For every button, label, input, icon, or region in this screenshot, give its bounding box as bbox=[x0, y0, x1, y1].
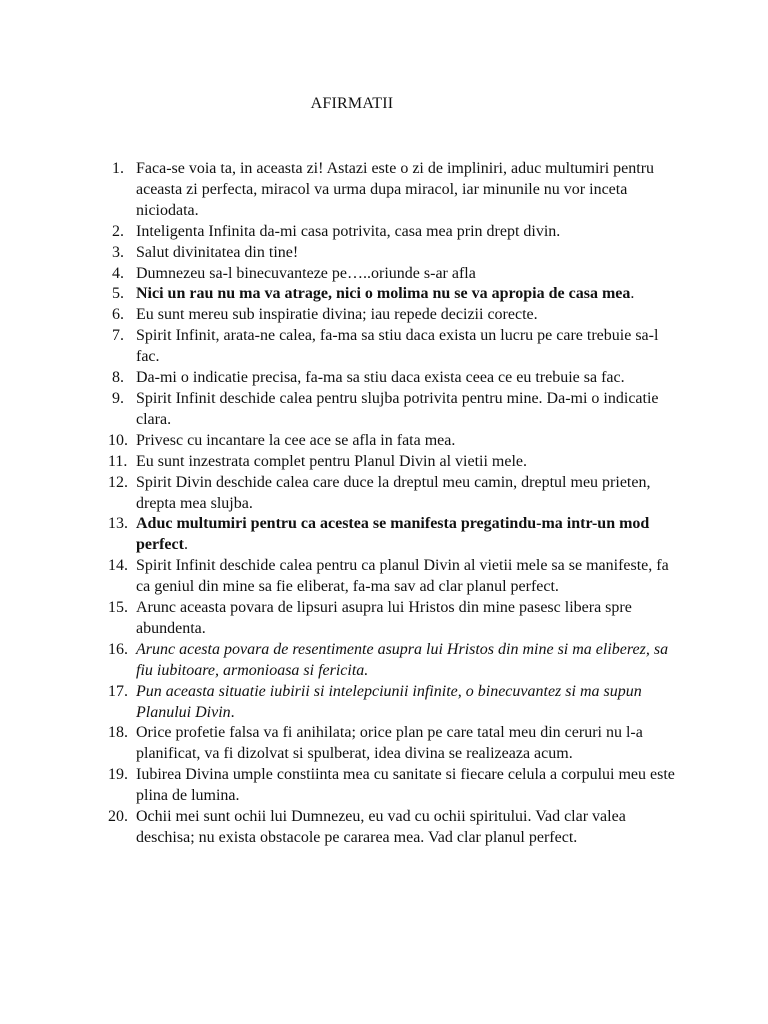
affirmation-text: Spirit Divin deschide calea care duce la dreptul meu camin, dreptul meu prieten, drepta mea slujba. bbox=[136, 473, 651, 512]
affirmation-item bbox=[108, 514, 680, 556]
affirmation-number: 10. bbox=[108, 431, 128, 449]
affirmation-text: Arunc aceasta povara de lipsuri asupra lui Hristos din mine pasesc libera spre abundenta. bbox=[136, 599, 632, 637]
affirmation-number: 11. bbox=[108, 452, 128, 470]
affirmation-text-end: . bbox=[183, 536, 188, 554]
affirmation-text: Ochii mei sunt ochii lui Dumnezeu, eu vad cu ochii spiritului. Vad clar valea deschisa; nu exista obstacole pe cararea mea. Vad clar planul perfect. bbox=[136, 808, 626, 846]
affirmation-text: Dumnezeu sa-l binecuvanteze pe…..oriunde s-ar afla bbox=[136, 264, 476, 282]
affirmation-number: 5. bbox=[112, 285, 124, 303]
affirmation-text: Da-mi o indicatie precisa, fa-ma sa stiu daca exista ceea ce eu trebuie sa fac. bbox=[136, 369, 625, 387]
affirmation-item bbox=[108, 682, 680, 724]
affirmation-text: Iubirea Divina umple constiinta mea cu sanitate si fiecare celula a corpului meu este plina de lumina. bbox=[136, 766, 675, 805]
affirmation-item bbox=[108, 243, 680, 264]
affirmation-item bbox=[108, 598, 680, 640]
affirmation-number: 9. bbox=[112, 389, 124, 407]
affirmation-number: 7. bbox=[112, 327, 124, 345]
affirmation-number: 8. bbox=[112, 369, 124, 387]
affirmation-text: Privesc cu incantare la cee ace se afla in fata mea. bbox=[136, 431, 456, 449]
affirmation-number: 6. bbox=[112, 306, 124, 324]
affirmation-item bbox=[108, 556, 680, 598]
document-title bbox=[0, 94, 768, 114]
affirmation-number: 13. bbox=[108, 515, 128, 533]
affirmation-text: Spirit Infinit deschide calea pentru ca planul Divin al vietii mele sa se manifeste, fa ca geniul din mine sa fie eliberat, fa-ma sav ad clar planul perfect. bbox=[136, 557, 669, 596]
affirmation-text: Inteligenta Infinita da-mi casa potrivita, casa mea prin drept divin. bbox=[136, 222, 561, 240]
affirmation-text: Nici un rau nu ma va atrage, nici o molima nu se va apropia de casa mea bbox=[136, 285, 631, 303]
affirmation-number: 18. bbox=[108, 724, 128, 742]
affirmation-number: 19. bbox=[108, 766, 128, 784]
affirmation-text-end: . bbox=[230, 703, 235, 721]
affirmation-number: 2. bbox=[112, 222, 124, 240]
affirmation-item bbox=[108, 765, 680, 807]
affirmation-text: Arunc acesta povara de resentimente asupra lui Hristos din mine si ma eliberez, sa fiu iubitoare, armonioasa si fericita. bbox=[136, 640, 669, 679]
affirmation-number: 3. bbox=[112, 243, 124, 261]
affirmation-item bbox=[108, 473, 680, 515]
affirmation-item bbox=[108, 368, 680, 389]
affirmation-text: Pun aceasta situatie iubirii si intelepciunii infinite, o binecuvantez si ma supun Planului Divin bbox=[136, 682, 642, 721]
affirmation-text: Eu sunt mereu sub inspiratie divina; iau repede decizii corecte. bbox=[136, 306, 538, 324]
affirmation-item bbox=[108, 264, 680, 285]
affirmation-number: 20. bbox=[108, 808, 128, 826]
affirmation-number: 12. bbox=[108, 473, 128, 491]
affirmation-item bbox=[108, 807, 680, 849]
affirmation-text: Aduc multumiri pentru ca acestea se manifesta pregatindu-ma intr-un mod perfect bbox=[136, 515, 650, 554]
document-title-text: AFIRMATII bbox=[310, 95, 394, 112]
affirmation-item bbox=[108, 640, 680, 682]
affirmation-number: 1. bbox=[112, 160, 124, 177]
affirmation-list bbox=[108, 159, 680, 849]
affirmation-item bbox=[108, 452, 680, 473]
affirmation-item bbox=[108, 431, 680, 452]
affirmation-text: Faca-se voia ta, in aceasta zi! Astazi este o zi de impliniri, aduc multumiri pentru aceasta zi perfecta, miracol va urma dupa miracol, iar minunile nu vor inceta niciodata. bbox=[136, 160, 655, 219]
affirmation-text-end: . bbox=[630, 285, 635, 303]
affirmation-number: 16. bbox=[108, 640, 128, 658]
affirmation-item bbox=[108, 284, 680, 305]
affirmation-text: Spirit Infinit deschide calea pentru slujba potrivita pentru mine. Da-mi o indicatie clara. bbox=[136, 389, 659, 428]
affirmation-text: Eu sunt inzestrata complet pentru Planul Divin al vietii mele. bbox=[136, 452, 528, 470]
affirmation-number: 4. bbox=[112, 264, 124, 282]
affirmation-item bbox=[108, 326, 680, 368]
affirmation-item bbox=[108, 159, 680, 222]
affirmation-number: 17. bbox=[108, 682, 128, 700]
affirmation-text: Orice profetie falsa va fi anihilata; orice plan pe care tatal meu din ceruri nu l-a planificat, va fi dizolvat si spulberat, idea divina se realizeaza acum. bbox=[136, 724, 643, 763]
affirmation-text: Salut divinitatea din tine! bbox=[136, 243, 299, 261]
affirmation-item bbox=[108, 723, 680, 765]
affirmation-number: 15. bbox=[108, 599, 128, 617]
affirmation-item bbox=[108, 389, 680, 431]
affirmation-number: 14. bbox=[108, 557, 128, 575]
affirmation-item bbox=[108, 305, 680, 326]
affirmation-text: Spirit Infinit, arata-ne calea, fa-ma sa stiu daca exista un lucru pe care trebuie sa-l fac. bbox=[136, 327, 659, 366]
affirmation-item bbox=[108, 222, 680, 243]
